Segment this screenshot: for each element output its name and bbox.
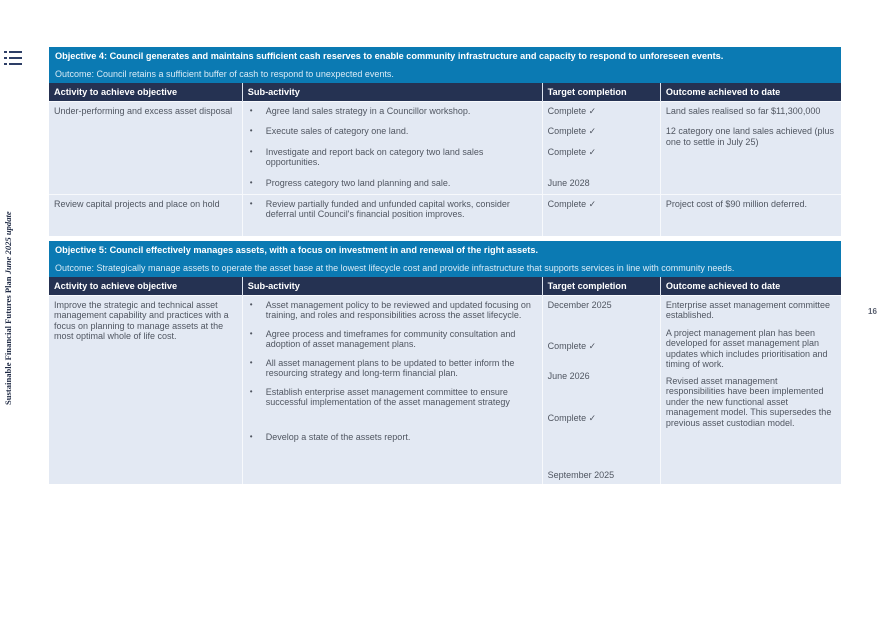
table-row	[49, 101, 841, 194]
table-header-row	[49, 277, 841, 296]
objective-5-table	[49, 277, 841, 485]
sub-activity-item: • Review partially funded and unfunded capital works, consider deferral until Council's financial position improves.	[248, 199, 537, 220]
objective-4-outcome: Outcome: Council retains a sufficient buffer of cash to respond to unexpected events.	[55, 69, 394, 79]
target-cell	[542, 101, 660, 194]
outcome-cell	[660, 295, 841, 484]
sub-activity-item: • Develop a state of the assets report.	[248, 432, 537, 443]
sub-activity-item: • Agree land sales strategy in a Councillor workshop.	[248, 106, 537, 116]
list-icon[interactable]	[4, 51, 22, 65]
side-title-date: June 2025 update	[3, 211, 13, 275]
activity-cell: Improve the strategic and technical asset management capability and practices with a focus on planning to manage assets at the most optimal whole of life cost.	[49, 295, 242, 484]
sub-activity-item: • Asset management policy to be reviewed and updated focusing on training, and roles and responsibilities across the asset lifecycle.	[248, 300, 537, 321]
table-header-row	[49, 83, 841, 102]
outcome-value: Enterprise asset management committee established.	[665, 299, 830, 320]
activity-cell: Review capital projects and place on hold	[49, 194, 242, 236]
activity-cell: Under-performing and excess asset disposal	[49, 101, 242, 194]
sub-activity-item: • Investigate and report back on category two land sales opportunities.	[248, 147, 537, 168]
sub-activity-item: • Progress category two land planning and sale.	[248, 178, 537, 189]
sub-activity-item: • All asset management plans to be updated to better inform the resourcing strategy and long-term financial plan.	[248, 358, 537, 379]
objective-4-title: Objective 4: Council generates and maintains sufficient cash reserves to enable community infrastructure and capacity to respond to unforeseen events.	[55, 51, 724, 61]
table-row	[49, 295, 841, 484]
table-row	[49, 194, 841, 236]
objective-4-section	[49, 47, 841, 236]
outcome-value: Project cost of $90 million deferred.	[665, 198, 807, 209]
objective-5-section	[49, 241, 841, 484]
target-value: Complete ✓	[547, 105, 597, 116]
target-cell	[542, 295, 660, 484]
target-value: Complete ✓	[547, 146, 597, 157]
outcome-value: Revised asset management responsibilities have been implemented under the new functional asset management model. This supersedes the previous asset custodian model.	[665, 375, 832, 428]
target-value: June 2028	[547, 177, 590, 188]
column-header-activity: Activity to achieve objective	[49, 277, 242, 296]
target-value: June 2026	[547, 370, 590, 381]
target-cell	[542, 194, 660, 236]
target-value: Complete ✓	[547, 412, 597, 423]
sub-activity-item: • Establish enterprise asset management committee to ensure successful implementation of the asset management strategy	[248, 387, 537, 408]
target-value: Complete ✓	[547, 198, 597, 209]
document-side-title	[3, 185, 13, 405]
objective-4-table	[49, 83, 841, 237]
column-header-outcome: Outcome achieved to date	[660, 83, 841, 102]
sub-activity-cell	[242, 101, 542, 194]
objective-4-header	[49, 47, 841, 83]
outcome-value: 12 category one land sales achieved (plus one to settle in July 25)	[665, 126, 834, 147]
target-value: Complete ✓	[547, 340, 597, 351]
column-header-sub-activity: Sub-activity	[242, 83, 542, 102]
side-title-text: Sustainable Financial Futures Plan	[3, 276, 13, 405]
target-value: December 2025	[547, 299, 612, 310]
outcome-cell	[660, 194, 841, 236]
column-header-target: Target completion	[542, 277, 660, 296]
column-header-sub-activity: Sub-activity	[242, 277, 542, 296]
sub-activity-cell	[242, 295, 542, 484]
outcome-value: A project management plan has been developed for asset management plan updates which includes prioritisation and timing of work.	[665, 327, 828, 369]
objective-5-outcome: Outcome: Strategically manage assets to operate the asset base at the lowest lifecycle cost and provide infrastructure that supports services in line with community needs.	[55, 263, 735, 273]
column-header-activity: Activity to achieve objective	[49, 83, 242, 102]
page-number: 16	[868, 307, 877, 316]
target-value: September 2025	[547, 469, 615, 480]
sub-activity-item: • Execute sales of category one land.	[248, 126, 537, 136]
sub-activity-cell	[242, 194, 542, 236]
sub-activity-item: • Agree process and timeframes for community consultation and adoption of asset management plans.	[248, 329, 537, 350]
column-header-outcome: Outcome achieved to date	[660, 277, 841, 296]
outcome-cell	[660, 101, 841, 194]
outcome-value: Land sales realised so far $11,300,000	[665, 105, 821, 116]
objective-5-header	[49, 241, 841, 277]
target-value: Complete ✓	[547, 126, 597, 136]
objective-5-title: Objective 5: Council effectively manages assets, with a focus on investment in and renewal of the right assets.	[55, 245, 538, 255]
column-header-target: Target completion	[542, 83, 660, 102]
